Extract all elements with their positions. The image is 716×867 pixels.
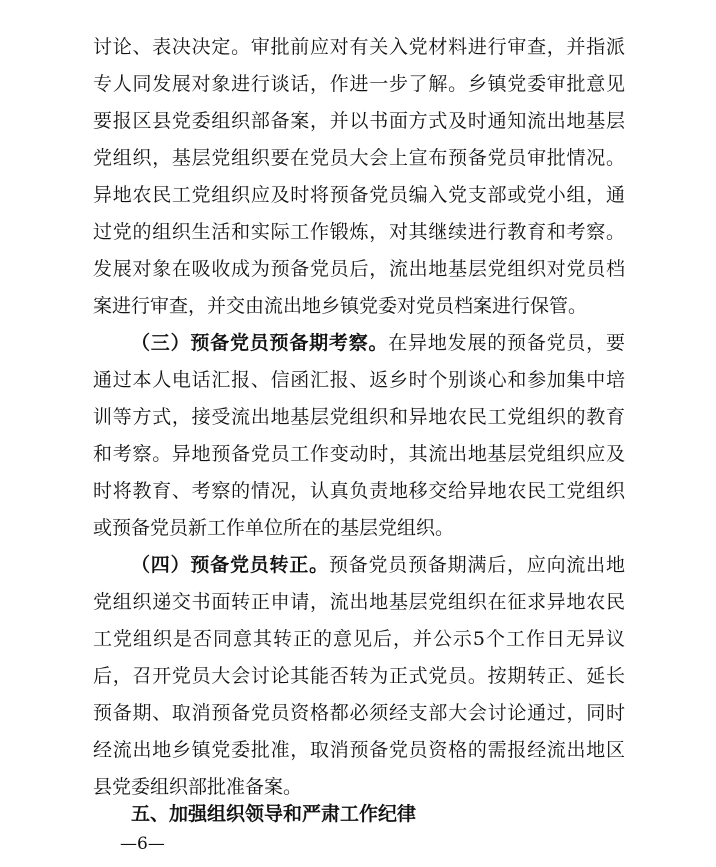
paragraph-line: 工党组织是否同意其转正的意见后，并公示5个工作日无异议 (93, 628, 625, 650)
section-3-heading: （三）预备党员预备期考察。 (131, 332, 389, 354)
paragraph-line: 后，召开党员大会讨论其能否转为正式党员。按期转正、延长 (93, 665, 625, 687)
paragraph-line: 专人同发展对象进行谈话，作进一步了解。乡镇党委审批意见 (93, 73, 625, 95)
paragraph-line: 过党的组织生活和实际工作锻炼，对其继续进行教育和考察。 (93, 221, 625, 243)
paragraph-line: 党组织，基层党组织要在党员大会上宣布预备党员审批情况。 (93, 147, 625, 169)
paragraph-line: 案进行审查，并交由流出地乡镇党委对党员档案进行保管。 (93, 295, 588, 317)
paragraph-line: 异地农民工党组织应及时将预备党员编入党支部或党小组，通 (93, 184, 625, 206)
paragraph-line: 经流出地乡镇党委批准，取消预备党员资格的需报经流出地区 (93, 739, 625, 761)
paragraph-line: 党组织递交书面转正申请，流出地基层党组织在征求异地农民 (93, 591, 625, 613)
paragraph-line: 发展对象在吸收成为预备党员后，流出地基层党组织对党员档 (93, 258, 625, 280)
paragraph-line: 通过本人电话汇报、信函汇报、返乡时个别谈心和参加集中培 (93, 369, 625, 391)
section-4-heading: （四）预备党员转正。 (131, 554, 329, 576)
paragraph-line: 或预备党员新工作单位所在的基层党组织。 (93, 517, 455, 539)
section-3-text: 在异地发展的预备党员，要 (388, 332, 625, 354)
paragraph-line: 讨论、表决决定。审批前应对有关入党材料进行审查，并指派 (93, 36, 625, 58)
paragraph-line: 预备期、取消预备党员资格都必须经支部大会讨论通过，同时 (93, 702, 625, 724)
paragraph-line: 和考察。异地预备党员工作变动时，其流出地基层党组织应及 (93, 443, 625, 465)
paragraph-line: 训等方式，接受流出地基层党组织和异地农民工党组织的教育 (93, 406, 625, 428)
paragraph-line: 县党委组织部批准备案。 (93, 776, 303, 798)
section-5-heading: 五、加强组织领导和严肃工作纪律 (131, 803, 417, 825)
section-3-first-line (131, 326, 625, 360)
section-4-first-line (131, 548, 625, 582)
paragraph-line: 时将教育、考察的情况，认真负责地移交给异地农民工党组织 (93, 480, 625, 502)
page-number: —6— (120, 834, 165, 854)
paragraph-line: 要报区县党委组织部备案，并以书面方式及时通知流出地基层 (93, 110, 625, 132)
section-4-text: 预备党员预备期满后，应向流出地 (328, 554, 625, 576)
